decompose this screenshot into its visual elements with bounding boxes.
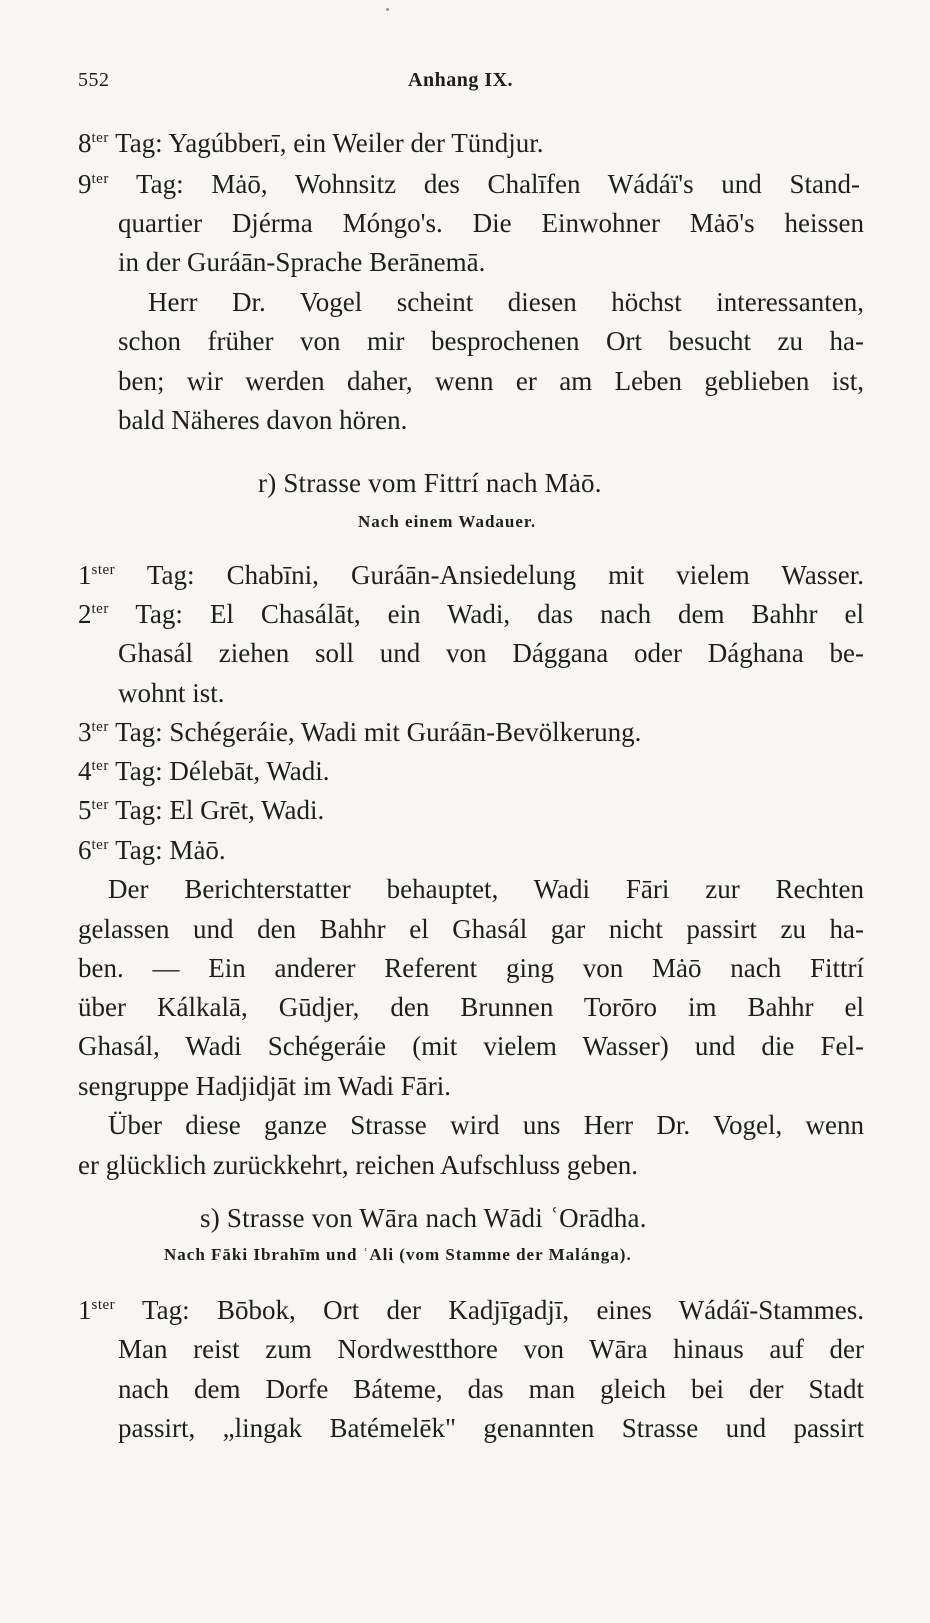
text-line <box>78 992 864 1024</box>
ordinal-suffix: ter <box>91 797 109 813</box>
section-title: r) Strasse vom Fittrí nach Mȧō. <box>258 468 602 498</box>
ordinal-suffix: ter <box>91 601 109 617</box>
line-text: nach dem Dorfe Báteme, das man gleich bei der Stadt <box>118 1374 864 1404</box>
text-line <box>78 953 864 985</box>
text-line <box>118 208 864 240</box>
text-line <box>78 599 864 631</box>
text-line <box>78 795 324 826</box>
line-text: Tag: Chabīni, Guráān-Ansiedelung mit vielem Wasser. <box>115 560 864 590</box>
day-ordinal: 8 <box>78 128 92 158</box>
line-text: Herr Dr. Vogel scheint diesen höchst interessanten, <box>148 287 864 317</box>
section-title: s) Strasse von Wāra nach Wādi ʿOrādha. <box>200 1203 647 1233</box>
line-text: über Kálkalā, Gūdjer, den Brunnen Torōro im Bahhr el <box>78 992 864 1022</box>
day-ordinal: 4 <box>78 756 92 786</box>
text-line <box>78 128 543 159</box>
line-text: Über diese ganze Strasse wird uns Herr Dr. Vogel, wenn <box>108 1110 864 1140</box>
ordinal-suffix: ster <box>91 562 116 578</box>
line-text: passirt, „lingak Batémelēk" genannten Strasse und passirt <box>118 1413 864 1443</box>
day-ordinal: 5 <box>78 795 92 825</box>
running-title: Anhang IX. <box>408 69 514 91</box>
day-ordinal: 6 <box>78 835 92 865</box>
text-line <box>118 1413 864 1445</box>
line-text: ben; wir werden daher, wenn er am Leben geblieben ist, <box>118 366 864 396</box>
ordinal-suffix: ster <box>91 1297 116 1313</box>
text-line <box>78 1150 638 1181</box>
text-line <box>118 678 225 709</box>
text-line <box>78 835 226 866</box>
text-line <box>78 169 860 201</box>
ordinal-suffix: ter <box>91 758 109 774</box>
text-line <box>118 247 485 278</box>
line-text: quartier Djérma Móngo's. Die Einwohner Mȧō's heissen <box>118 208 864 238</box>
text-line <box>118 326 864 358</box>
text-line <box>148 287 864 319</box>
line-text: wohnt ist. <box>118 678 225 708</box>
line-text: Ghasál, Wadi Schégeráie (mit vielem Wasser) und die Fel- <box>78 1031 864 1061</box>
text-line <box>78 560 864 592</box>
line-text: Tag: Bōbok, Ort der Kadjīgadjī, eines Wádáï-Stammes. <box>115 1295 864 1325</box>
day-ordinal: 2 <box>78 599 92 629</box>
line-text: gelassen und den Bahhr el Ghasál gar nicht passirt zu ha- <box>78 914 864 944</box>
line-text: er glücklich zurückkehrt, reichen Aufschluss geben. <box>78 1150 639 1180</box>
text-line <box>118 1334 864 1366</box>
text-line <box>78 914 864 946</box>
page-number: 552 <box>78 69 110 91</box>
text-line <box>118 638 864 670</box>
line-text: Tag: Délebāt, Wadi. <box>108 756 330 786</box>
section-subtitle: Nach einem Wadauer. <box>358 512 537 531</box>
day-ordinal: 3 <box>78 717 92 747</box>
line-text: schon früher von mir besprochenen Ort besucht zu ha- <box>118 326 864 356</box>
ordinal-suffix: ter <box>91 837 109 853</box>
text-line <box>118 366 864 398</box>
text-line <box>78 1071 451 1102</box>
section-subtitle: Nach Fāki Ibrahīm und ʿAli (vom Stamme der Malánga). <box>164 1245 632 1264</box>
line-text: in der Guráān-Sprache Berānemā. <box>118 247 486 277</box>
scan-speck <box>386 8 389 11</box>
line-text: ben. — Ein anderer Referent ging von Mȧō nach Fittrí <box>78 953 864 983</box>
line-text: Tag: El Chasálāt, ein Wadi, das nach dem Bahhr el <box>108 599 864 629</box>
line-text: bald Näheres davon hören. <box>118 405 408 435</box>
ordinal-suffix: ter <box>91 130 109 146</box>
line-text: Tag: Mȧō, Wohnsitz des Chalīfen Wádáï's und Stand- <box>108 169 860 199</box>
line-text: sengruppe Hadjidjāt im Wadi Fāri. <box>78 1071 452 1101</box>
ordinal-suffix: ter <box>91 171 109 187</box>
line-text: Tag: El Grēt, Wadi. <box>108 795 325 825</box>
text-line <box>118 1374 864 1406</box>
day-ordinal: 9 <box>78 169 92 199</box>
text-line <box>118 405 407 436</box>
ordinal-suffix: ter <box>91 719 109 735</box>
line-text: Der Berichterstatter behauptet, Wadi Fāri zur Rechten <box>108 874 864 904</box>
text-line <box>108 874 864 906</box>
text-line <box>78 717 641 748</box>
day-ordinal: 1 <box>78 1295 92 1325</box>
text-line <box>78 1295 864 1327</box>
day-ordinal: 1 <box>78 560 92 590</box>
line-text: Man reist zum Nordwestthore von Wāra hinaus auf der <box>118 1334 864 1364</box>
line-text: Tag: Mȧō. <box>108 835 226 865</box>
line-text: Tag: Schégeráie, Wadi mit Guráān-Bevölkerung. <box>108 717 642 747</box>
line-text: Tag: Yagúbberī, ein Weiler der Tündjur. <box>108 128 544 158</box>
text-line <box>78 1031 864 1063</box>
text-line <box>108 1110 864 1142</box>
line-text: Ghasál ziehen soll und von Dággana oder Dághana be- <box>118 638 864 668</box>
text-line <box>78 756 329 787</box>
